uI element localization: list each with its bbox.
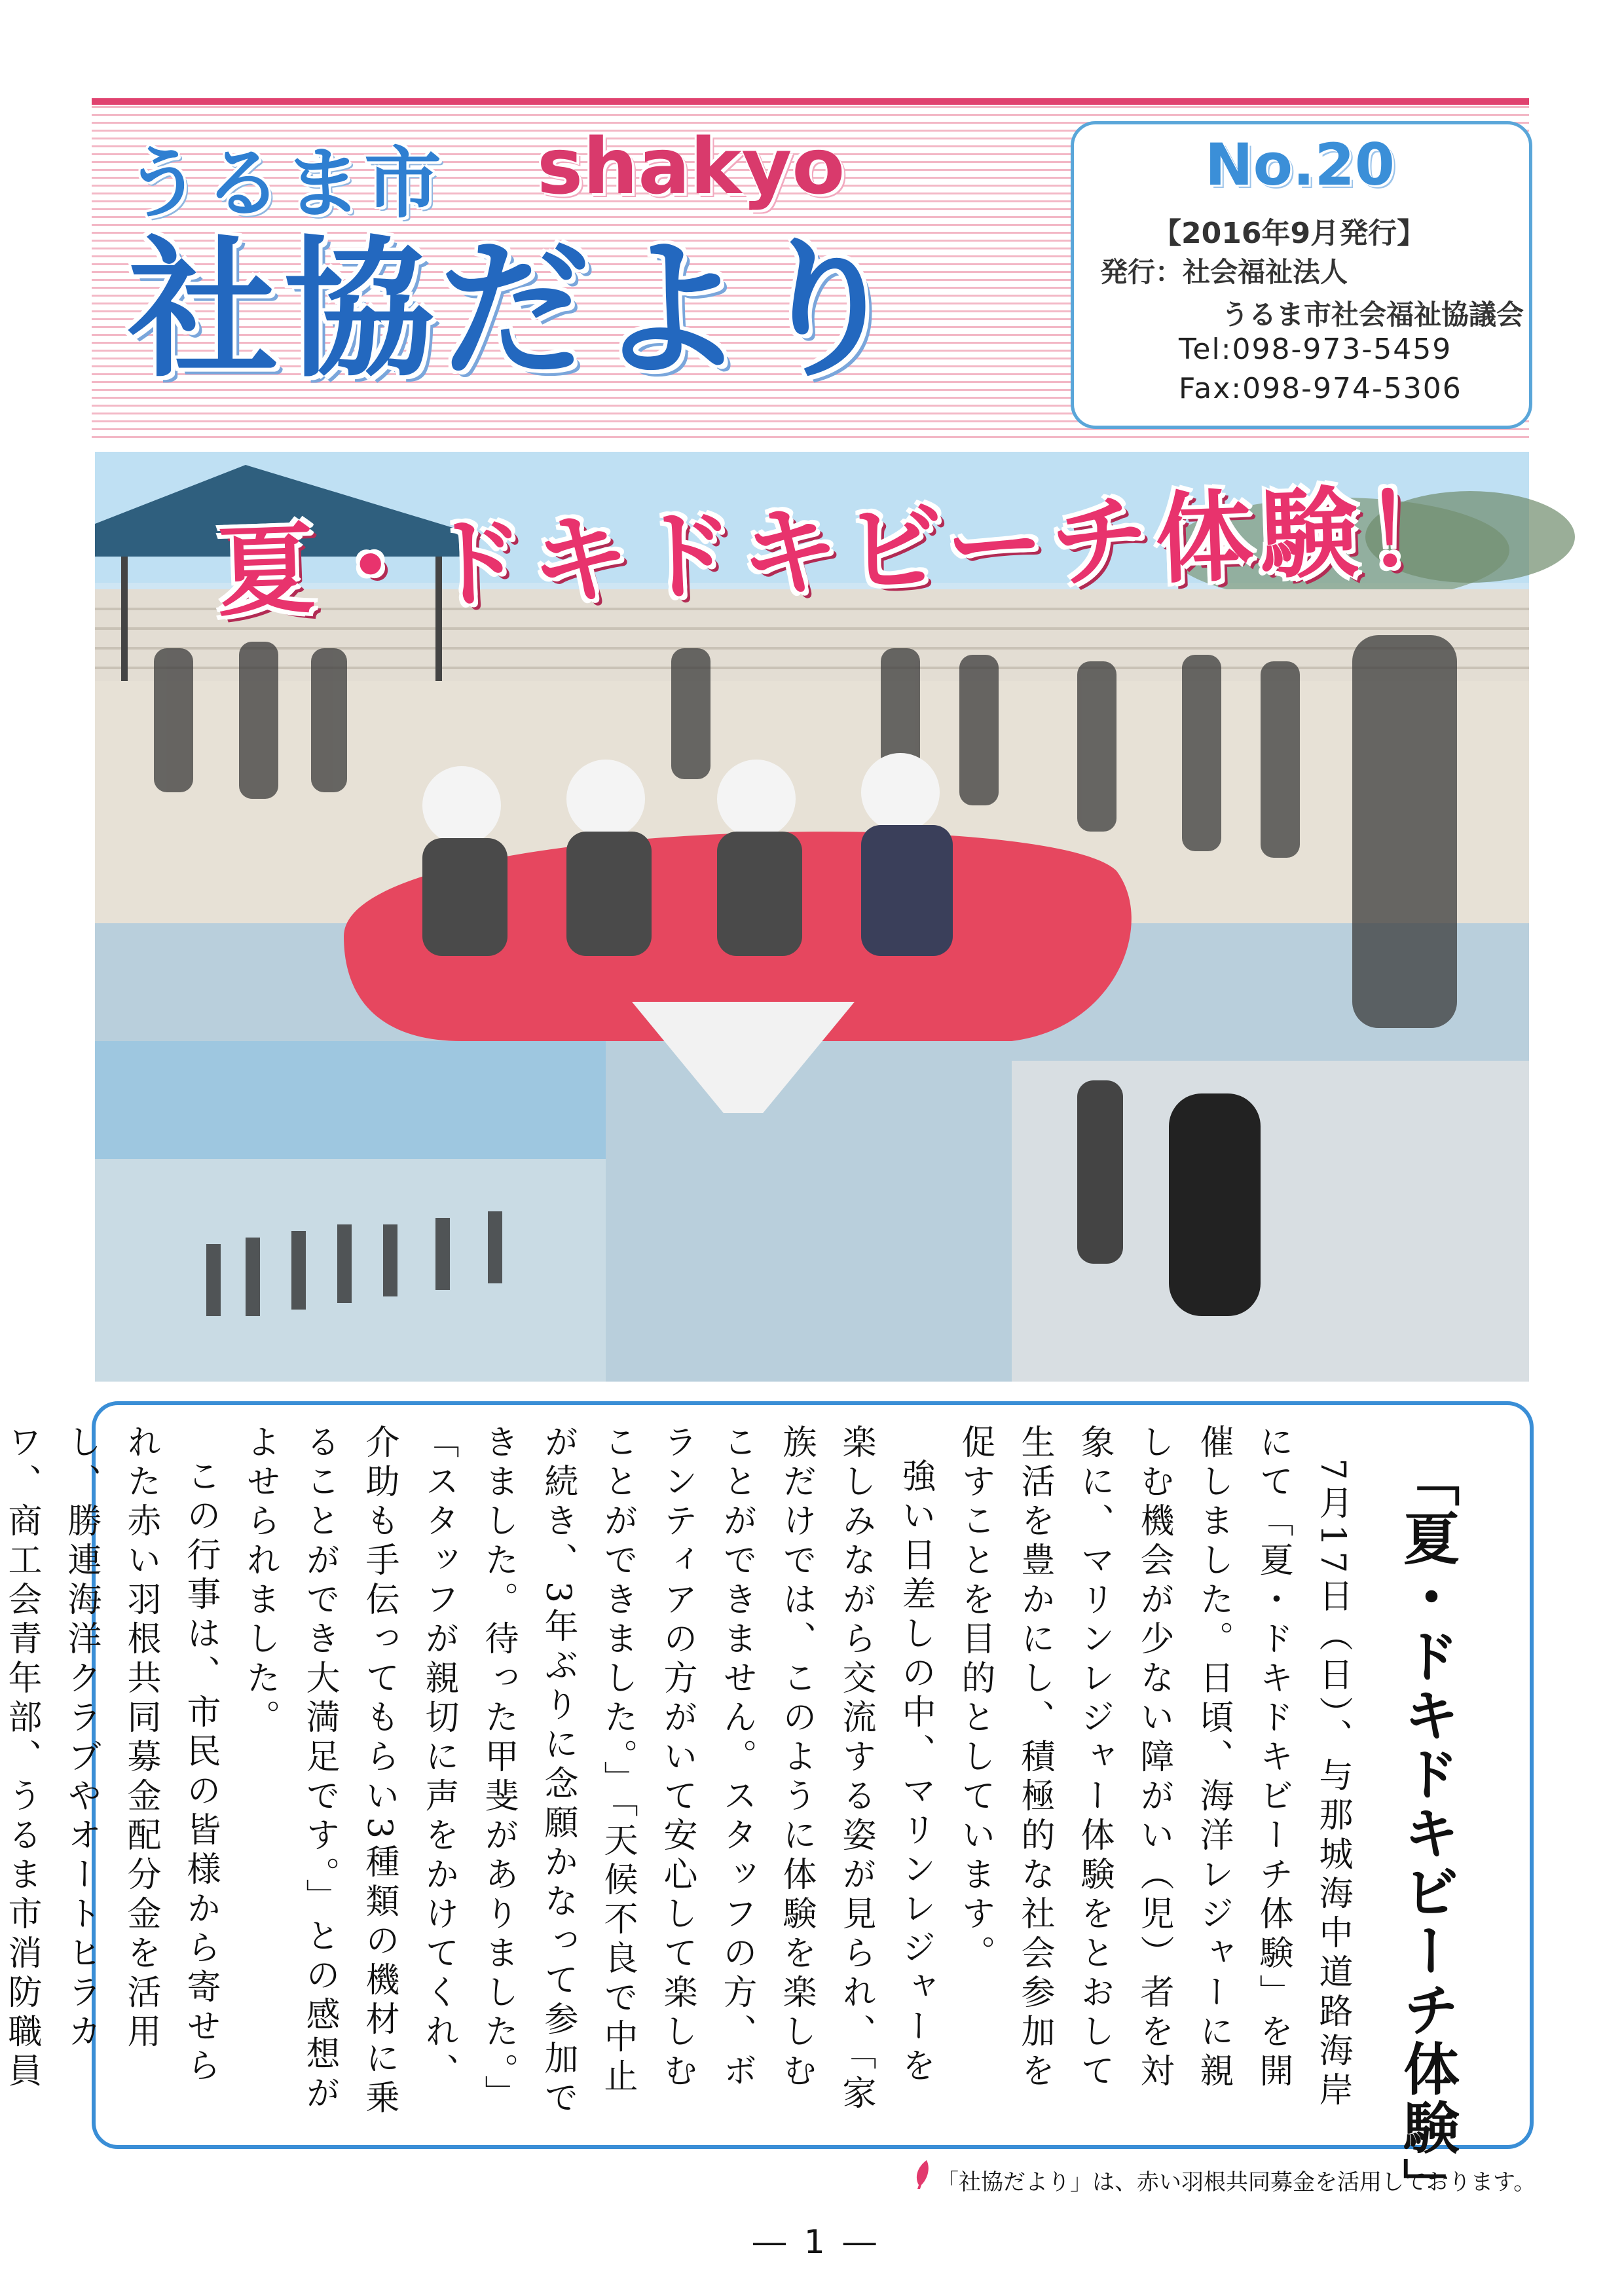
- tel-number: Tel:098-973-5459: [1179, 333, 1452, 366]
- issue-number: No.20: [1205, 131, 1395, 198]
- article-body: [2, 1424, 1362, 2125]
- fax-number: Fax:098-974-5306: [1179, 372, 1462, 405]
- article-paragraph: 強い日差しの中、マリンレジャーを楽しみながら交流する姿が見られ、「家族だけでは、このように体験を楽しむことができません。スタッフの方、ボランティアの方がいて安心して楽しむことができました。」「天候不良で中止が続き、3年ぶりに念願かなって参加できました。待った甲斐がありました。」「スタッフが親切に声をかけてくれ、介助も手伝ってもらい3種類の機材に乗ることができ大満足です。」との感想がよせられました。: [240, 1424, 935, 2120]
- footer-note: 「社協だより」は、赤い羽根共同募金を活用しております。: [936, 2169, 1536, 2195]
- article-paragraph: この行事は、市民の皆様から寄せられた赤い羽根共同募金配分金を活用し、勝連海洋クラブやオートヒラカワ、商工会青年部、うるま市消防職員: [2, 1424, 220, 2092]
- newsletter-title: 社協だより: [128, 223, 908, 398]
- masthead-top-rule: [92, 98, 1529, 105]
- red-feather-icon: [913, 2159, 931, 2190]
- publisher-org: うるま市社会福祉協議会: [1221, 299, 1524, 331]
- shakyo-logo: shakyo: [537, 121, 845, 211]
- article-paragraph: 7月17日（日）、与那城海中道路海岸にて「夏・ドキドキビーチ体験」を開催しました。日頃、海洋レジャーに親しむ機会が少ない障がい（児）者を対象に、マリンレジャー体験をとおして生活を豊かにし、積極的な社会参加を促すことを目的としています。: [955, 1424, 1352, 2112]
- photo-headline: 夏・ドキドキビーチ体験！: [215, 472, 1471, 631]
- article-title: 「夏・ドキドキビーチ体験」: [1393, 1450, 1459, 2216]
- city-name: うるま市: [124, 138, 445, 229]
- page-number: ― 1 ―: [753, 2223, 880, 2261]
- issue-date: 【2016年9月発行】: [1153, 217, 1426, 250]
- publisher-label: 発行：社会福祉法人: [1100, 256, 1348, 288]
